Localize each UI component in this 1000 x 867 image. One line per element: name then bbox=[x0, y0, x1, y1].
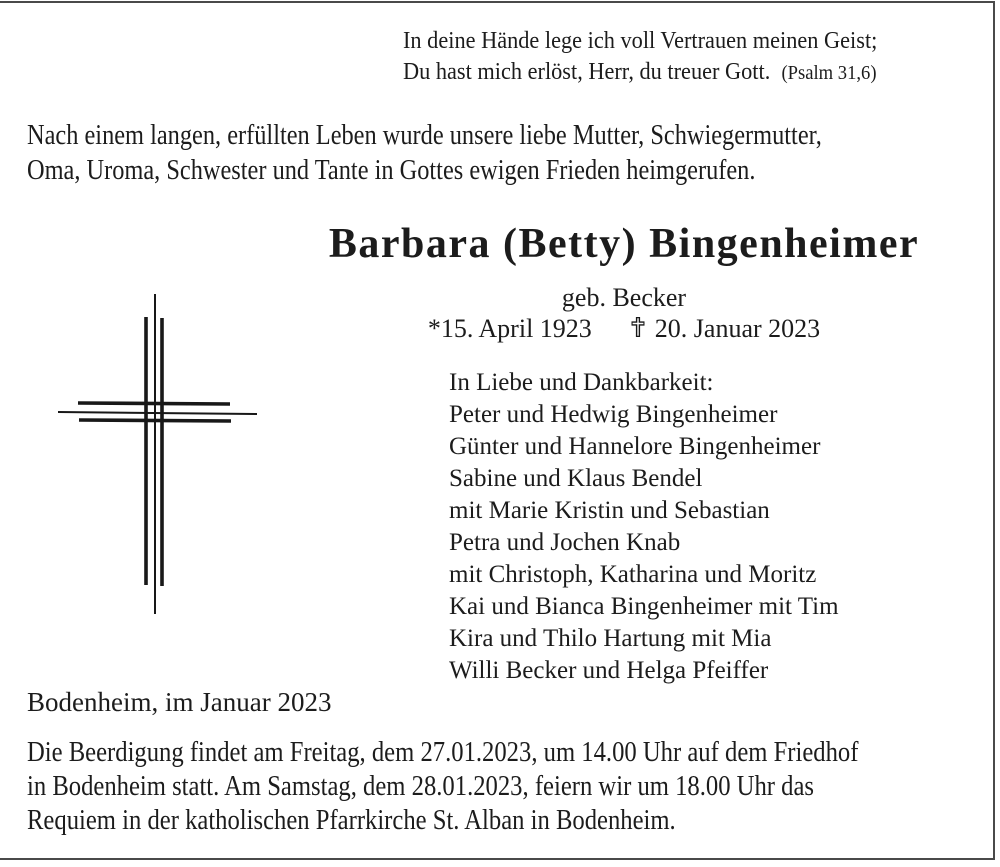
latin-cross-icon bbox=[630, 316, 646, 338]
announcement bbox=[27, 118, 941, 188]
funeral-line-2: in Bodenheim statt. Am Samstag, dem 28.01.2023, feiern wir um 18.00 Uhr das bbox=[27, 771, 815, 802]
announcement-line-1: Nach einem langen, erfüllten Leben wurde unsere liebe Mutter, Schwiegermutter, bbox=[27, 120, 822, 151]
mourner-line: mit Christoph, Katharina und Moritz bbox=[449, 561, 817, 588]
birth-date: *15. April 1923 bbox=[427, 314, 592, 343]
death-date: 20. Januar 2023 bbox=[654, 314, 821, 343]
maiden-name: geb. Becker bbox=[561, 283, 687, 312]
epigraph bbox=[403, 26, 913, 89]
mourner-line: Kira und Thilo Hartung mit Mia bbox=[449, 625, 772, 652]
mourners-intro: In Liebe und Dankbarkeit: bbox=[449, 369, 714, 396]
mourner-line: Günter und Hannelore Bingenheimer bbox=[449, 433, 821, 460]
life-dates bbox=[248, 313, 1000, 345]
epigraph-line-2 bbox=[403, 57, 877, 89]
announcement-line-2: Oma, Uroma, Schwester und Tante in Gottes ewigen Frieden heimgerufen. bbox=[27, 155, 756, 186]
psalm-reference: (Psalm 31,6) bbox=[781, 62, 877, 84]
mourner-line: Sabine und Klaus Bendel bbox=[449, 465, 703, 492]
mourner-line: Petra und Jochen Knab bbox=[449, 529, 681, 556]
funeral-line-1: Die Beerdigung findet am Freitag, dem 27.01.2023, um 14.00 Uhr auf dem Friedhof bbox=[27, 737, 859, 768]
mourners-list bbox=[449, 367, 839, 687]
mourner-line: Kai und Bianca Bingenheimer mit Tim bbox=[449, 593, 839, 620]
epigraph-line-2-text: Du hast mich erlöst, Herr, du treuer Gott. bbox=[403, 59, 771, 85]
funeral-line-3: Requiem in der katholischen Pfarrkirche St. Alban in Bodenheim. bbox=[27, 805, 676, 836]
epigraph-line-1: In deine Hände lege ich voll Vertrauen meinen Geist; bbox=[403, 28, 878, 54]
mourner-line: Willi Becker und Helga Pfeiffer bbox=[449, 657, 769, 684]
memorial-cross-icon bbox=[52, 286, 262, 622]
mourner-line: Peter und Hedwig Bingenheimer bbox=[449, 401, 778, 428]
mourner-line: mit Marie Kristin und Sebastian bbox=[449, 497, 770, 524]
place-date: Bodenheim, im Januar 2023 bbox=[27, 687, 332, 717]
deceased-block bbox=[248, 221, 1000, 345]
deceased-name: Barbara (Betty) Bingenheimer bbox=[328, 221, 920, 267]
funeral-info bbox=[27, 736, 972, 838]
death-part bbox=[630, 313, 820, 345]
